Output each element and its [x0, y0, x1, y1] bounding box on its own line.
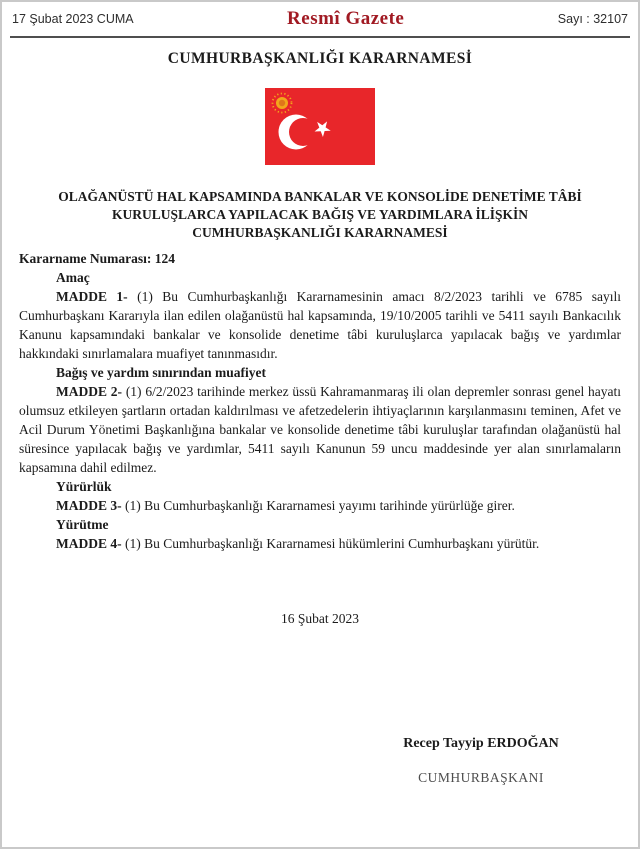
president-title: CUMHURBAŞKANI: [418, 770, 544, 785]
article-1-text: (1) Bu Cumhurbaşkanlığı Kararnamesinin amacı 8/2/2023 tarihli ve 6785 sayılı Cumhurbaşkanı Kararıyla ilan edilen olağanüstü hal kapsamında, 19/10/2005 tarihli ve 5411 sayılı Bankacılık Kanunu kapsamındaki bankalar ve konsolide denetime tâbi kuruluşlarca yapılacak bağış ve yardımlar hakkındaki sınırlamalara muafiyet tanınmasıdır.: [19, 289, 621, 361]
signed-date: 16 Şubat 2023: [280, 611, 359, 626]
article-3-label: MADDE 3-: [56, 498, 122, 513]
article-1-label: MADDE 1-: [56, 289, 128, 304]
article-3-text: (1) Bu Cumhurbaşkanlığı Kararnamesi yayımı tarihinde yürürlüğe girer.: [121, 498, 515, 513]
decree-kind-heading: CUMHURBAŞKANLIĞI KARARNAMESİ: [167, 50, 473, 67]
decree-title-line-2: KURULUŞLARCA YAPILACAK BAĞIŞ VE YARDIMLARA İLİŞKİN: [112, 207, 528, 222]
article-1: [19, 287, 621, 363]
section-heading-amac: Amaç: [56, 270, 90, 285]
section-heading-yurutme: Yürütme: [56, 517, 109, 532]
article-2: [19, 382, 621, 477]
masthead-divider: [10, 36, 630, 38]
decree-title: [2, 188, 638, 242]
article-4: [19, 534, 621, 553]
article-2-label: MADDE 2-: [56, 384, 123, 399]
decree-number: Kararname Numarası: 124: [19, 251, 175, 266]
article-4-label: MADDE 4-: [56, 536, 122, 551]
issue-number: Sayı : 32107: [557, 12, 628, 26]
signature-block: [341, 734, 621, 787]
article-2-text: (1) 6/2/2023 tarihinde merkez üssü Kahramanmaraş ili olan depremler sonrası genel hayatı olumsuz etkileyen şartların ortadan kaldırılması ve afetzedelerin ihtiyaçlarının karşılanmasını teminen, Afet ve Acil Durum Yönetimi Başkanlığına bankalar ve konsolide denetime tâbi kuruluşlar tarafından olağanüstü hal süresince yapılacak bağış ve yardımlar, 5411 sayılı Kanunun 59 uncu maddesinde yer alan sınırlamaların kapsamına dahil edilmez.: [19, 384, 621, 475]
section-heading-muafiyet: Bağış ve yardım sınırından muafiyet: [56, 365, 267, 380]
decree-body: [2, 249, 638, 787]
section-heading-yururluk: Yürürlük: [56, 479, 112, 494]
article-3: [19, 496, 621, 515]
turkish-presidential-flag-icon: [265, 88, 375, 165]
decree-title-line-3: CUMHURBAŞKANLIĞI KARARNAMESİ: [192, 225, 448, 240]
article-4-text: (1) Bu Cumhurbaşkanlığı Kararnamesi hükümlerini Cumhurbaşkanı yürütür.: [121, 536, 540, 551]
masthead: [2, 2, 638, 34]
decree-title-line-1: OLAĞANÜSTÜ HAL KAPSAMINDA BANKALAR VE KONSOLİDE DENETİME TÂBİ: [58, 189, 582, 204]
publication-date: 17 Şubat 2023 CUMA: [12, 12, 134, 26]
president-name: Recep Tayyip ERDOĞAN: [403, 736, 559, 751]
gazette-title: Resmî Gazete: [287, 8, 405, 29]
